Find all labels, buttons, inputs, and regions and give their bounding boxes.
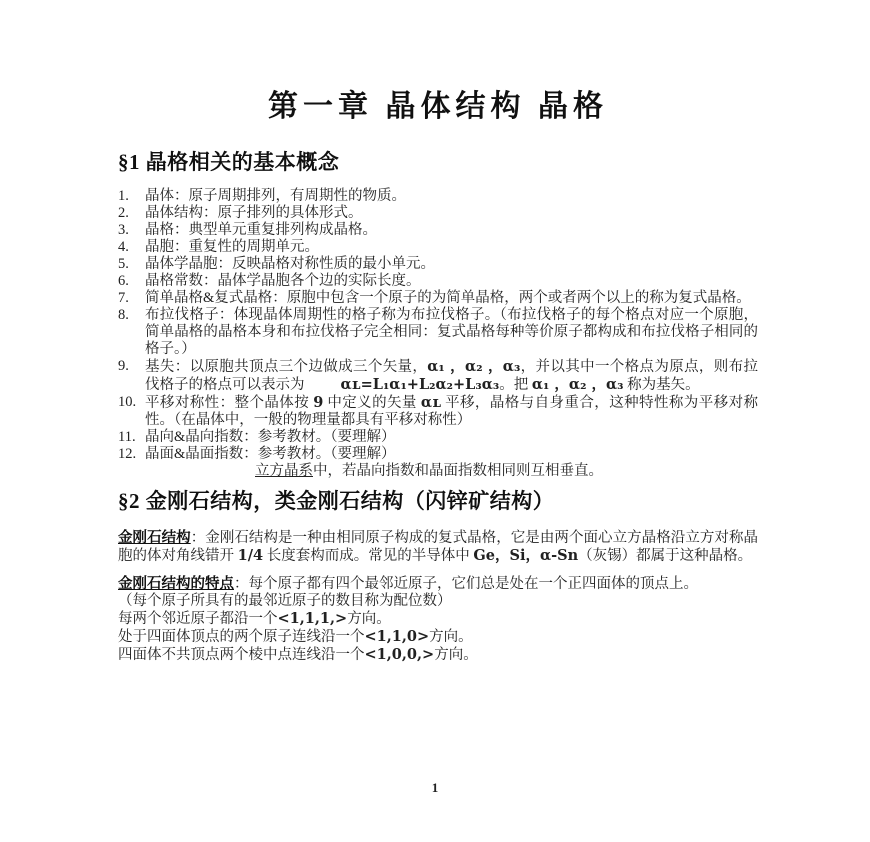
item-text-segment: 基失：以原胞共顶点三个边做成三个矢量， [145, 359, 428, 375]
item-number: 11. [118, 429, 136, 445]
lead-colon: ： [190, 530, 206, 546]
item-text: 晶体结构：原子排列的具体形式。 [145, 205, 363, 221]
definition-lead: 金刚石结构 [118, 530, 191, 546]
paragraph-text: 金刚石结构是一种由相同原子构成的复式晶格，它是由两个面心立方晶格沿立方对称晶胞的体对角线错开 [118, 530, 758, 565]
section2-heading: §2 金刚石结构，类金刚石结构（闪锌矿结构） [118, 489, 555, 513]
item-text [145, 358, 758, 394]
semiconductor-elements: Ge，Si，α-Sn [473, 547, 579, 565]
cubic-system-note [255, 463, 758, 480]
direction-text: 方向。 [434, 646, 478, 663]
diamond-definition-paragraph [118, 530, 758, 566]
item-text-segment: 平移，晶格与自身重合，这种特性称为平移对称性。（在晶体中，一般的物理量都具有平移对称性） [145, 395, 758, 428]
direction-line-3 [118, 646, 758, 664]
direction-text: 处于四面体顶点的两个原子连线沿一个 [118, 628, 365, 645]
list-item-9 [118, 358, 758, 394]
list-item-5 [118, 256, 758, 273]
item-number: 8. [118, 307, 129, 323]
item-text: 布拉伐格子：体现晶体周期性的格子称为布拉伐格子。（布拉伐格子的每个格点对应一个原胞，简单晶格的晶格本身和布拉伐格子完全相同：复式晶格每种等价原子都构成和布拉伐格子相同的格子。） [145, 307, 758, 357]
item-number: 10. [118, 394, 137, 410]
item-number: 2. [118, 205, 129, 221]
direction-line-1 [118, 610, 758, 628]
item-number: 5. [118, 256, 129, 272]
page-content [118, 0, 758, 664]
direction-text: 方向。 [429, 628, 473, 645]
list-item-1 [118, 188, 758, 205]
item-number: 3. [118, 222, 129, 238]
basis-vectors: α₁ ，α₂ ，α₃ [427, 358, 521, 375]
item-text: 晶体学晶胞：反映晶格对称性质的最小单元。 [145, 256, 435, 272]
direction-line-2 [118, 628, 758, 646]
item-number: 4. [118, 239, 129, 255]
basis-vectors: α₁ ，α₂ ，α₃ [531, 376, 624, 393]
underlined-term: 立方晶系 [255, 463, 313, 479]
item-text: 晶向&晶向指数：参考教材。（要理解） [145, 429, 396, 445]
item-text [145, 394, 758, 429]
coordination-note-line: （每个原子所具有的最邻近原子的数目称为配位数） [118, 592, 452, 609]
paragraph-text: 每个原子都有四个最邻近原子，它们总是处在一个正四面体的顶点上。 [248, 575, 698, 592]
item-number: 1. [118, 188, 129, 204]
note-text: 中，若晶向指数和晶面指数相同则互相垂直。 [313, 463, 603, 479]
item-number: 7. [118, 290, 129, 306]
item-text: 晶胞：重复性的周期单元。 [145, 239, 319, 255]
item-text: 晶格常数：晶体学晶胞各个边的实际长度。 [145, 273, 421, 289]
features-paragraph [118, 576, 758, 593]
item-text-segment: 平移对称性：整个晶体按 [145, 395, 314, 411]
list-item-6 [118, 273, 758, 290]
item-text: 晶面&晶面指数：参考教材。（要理解） [145, 446, 396, 462]
item-text-segment: 中定义的矢量 [323, 395, 421, 411]
item-text-segment: ，并以其中一个格点为原点，则布拉伐格子的格点可以表示为 [145, 359, 759, 393]
paragraph-text: （灰锡）都属于这种晶格。 [578, 548, 753, 565]
item-text: 晶格：典型单元重复排列构成晶格。 [145, 222, 377, 238]
chapter-title: 第一章 晶体结构 晶格 [268, 90, 608, 123]
fraction: 1/4 [237, 547, 264, 565]
paragraph-text: 长度套构而成。常见的半导体中 [263, 548, 474, 565]
direction-text: 四面体不共顶点两个棱中点连线沿一个 [118, 646, 365, 663]
translation-vector: αʟ [420, 394, 442, 411]
list-item-4 [118, 239, 758, 256]
list-item-10 [118, 394, 758, 429]
page-number: 1 [431, 780, 439, 795]
direction-text: 方向。 [347, 610, 391, 627]
list-item-12 [118, 446, 758, 463]
direction-vector: <1,1,0> [364, 627, 430, 645]
concept-list [118, 188, 758, 463]
direction-vector: <1,0,0,> [364, 645, 435, 663]
lead-colon: ： [234, 575, 249, 592]
list-item-2 [118, 205, 758, 222]
basis-formula: αʟ=L₁α₁+L₂α₂+L₃α₃ [340, 376, 500, 393]
direction-text: 每两个邻近原子都沿一个 [118, 610, 278, 627]
features-lead: 金刚石结构的特点 [118, 575, 234, 592]
item-number: 6. [118, 273, 129, 289]
section1-heading: §1 晶格相关的基本概念 [118, 150, 340, 174]
reference-number: 9 [313, 394, 324, 411]
item-text: 晶体：原子周期排列，有周期性的物质。 [145, 188, 406, 204]
item-number: 12. [118, 446, 137, 462]
list-item-8 [118, 307, 758, 358]
item-text: 简单晶格&复式晶格：原胞中包含一个原子的为简单晶格，两个或者两个以上的称为复式晶格。 [145, 290, 751, 306]
list-item-7 [118, 290, 758, 307]
item-number: 9. [118, 358, 129, 374]
item-text-segment: 。把 [499, 377, 532, 393]
item-text-segment: 称为基矢。 [623, 377, 700, 393]
list-item-11 [118, 429, 758, 446]
list-item-3 [118, 222, 758, 239]
direction-vector: <1,1,1,> [277, 609, 348, 627]
